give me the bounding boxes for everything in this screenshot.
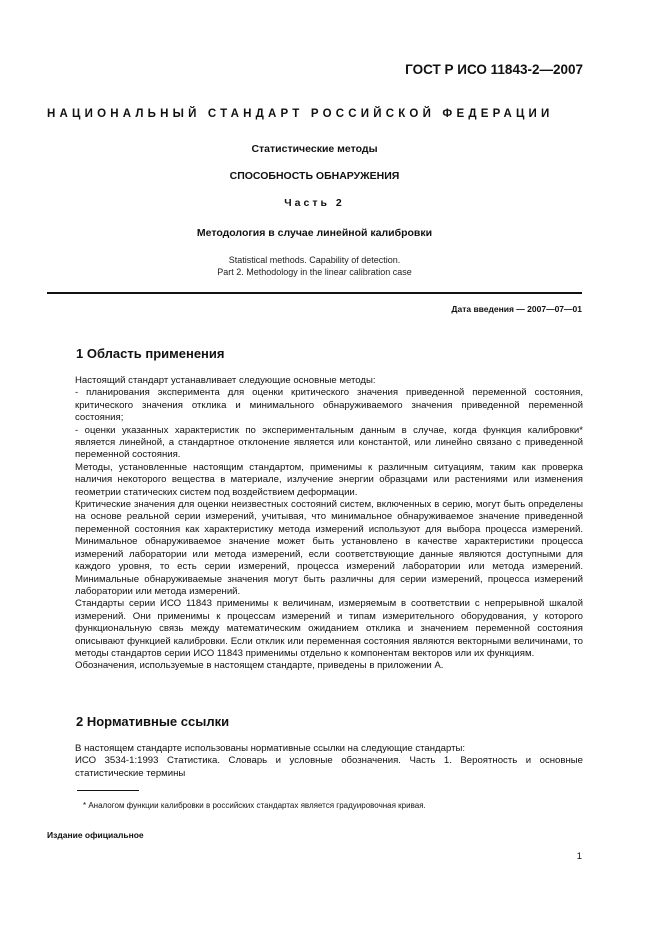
section2-heading: 2 Нормативные ссылки xyxy=(76,714,230,729)
standard-number: ГОСТ Р ИСО 11843-2—2007 xyxy=(405,62,583,77)
title-main: СПОСОБНОСТЬ ОБНАРУЖЕНИЯ xyxy=(229,170,400,182)
title-english-line2: Part 2. Methodology in the linear calibration case xyxy=(217,267,412,277)
section1-heading: 1 Область применения xyxy=(76,346,225,361)
section1-paragraph: - оценки указанных характеристик по экспериментальным данным в случае, когда функция калибровки* является линейной, а стандартное отклонение является или константой, или линейно связано с приведенной переменной состояния. xyxy=(75,424,583,461)
section1-paragraph: Обозначения, используемые в настоящем стандарте, приведены в приложении А. xyxy=(75,660,444,672)
section1-paragraph: Настоящий стандарт устанавливает следующие основные методы: xyxy=(75,375,376,386)
title-group: Статистические методы xyxy=(251,143,378,155)
title-subtitle: Методология в случае линейной калибровки xyxy=(196,227,433,239)
section2-paragraph: В настоящем стандарте использованы нормативные ссылки на следующие стандарты: xyxy=(75,743,466,754)
section2-paragraph: ИСО 3534-1:1993 Статистика. Словарь и условные обозначения. Часть 1. Вероятность и основные статистические термины xyxy=(75,755,583,779)
section1-body xyxy=(75,375,583,673)
section1-paragraph: Критические значения для оценки неизвестных состояний систем, включенных в серию, могут быть определены на основе реальной серии измерений, учитывая, что минимальное обнаруживаемое значение приведенной переменной состояния как характеристику метода измерений используют для выбора процесса измерений. Минимальное обнаруживаемое значение может быть установлено в качестве характеристики процесса измерений лаборатории или метода измерений, если соответствующие данные являются доступными для каждого уровня, то есть серии измерений, процесса измерений лаборатории или метода измерений. Минимальные обнаруживаемые значения могут быть различны для серии измерений, процесса измерений лаборатории или метода измерений. xyxy=(75,499,583,597)
page-number: 1 xyxy=(576,851,582,862)
national-standard-banner: НАЦИОНАЛЬНЫЙ СТАНДАРТ РОССИЙСКОЙ ФЕДЕРАЦИИ xyxy=(47,108,554,120)
section1-paragraph: - планирования эксперимента для оценки критического значения приведенной переменной состояния, критического значения отклика и минимального обнаруживаемого значения приведенной переменной состояния; xyxy=(75,387,583,424)
introduction-date: Дата введения — 2007—07—01 xyxy=(451,304,582,314)
section1-paragraph: Методы, установленные настоящим стандартом, применимы к различным ситуациям, таким как проверка наличия некоторого вещества в материале, излучение энергии образцами или растениями или изменения геометрии статических систем под воздействием деформации. xyxy=(75,461,583,498)
title-part: Часть 2 xyxy=(284,197,345,209)
edition-label: Издание официальное xyxy=(47,830,144,840)
footnote: * Аналогом функции калибровки в российских стандартах является градуировочная кривая. xyxy=(83,801,426,810)
section2-body xyxy=(75,743,583,780)
section1-paragraph: Стандарты серии ИСО 11843 применимы к величинам, измеряемым в соответствии с непрерывной шкалой измерений. Они применимы к процессам измерений и типам измерительного оборудования, у которого функциональную связь между математическим ожиданием отклика и значением переменной состояния описывают функцией калибровки. Если отклик или переменная состояния являются векторными величинами, то методы стандартов серии ИСО 11843 применимы отдельно к компонентам векторов или их функциям. xyxy=(75,598,583,659)
title-english-line1: Statistical methods. Capability of detection. xyxy=(228,255,401,265)
footnote-separator xyxy=(77,790,139,791)
title-divider xyxy=(47,292,582,294)
title-english xyxy=(47,254,582,278)
